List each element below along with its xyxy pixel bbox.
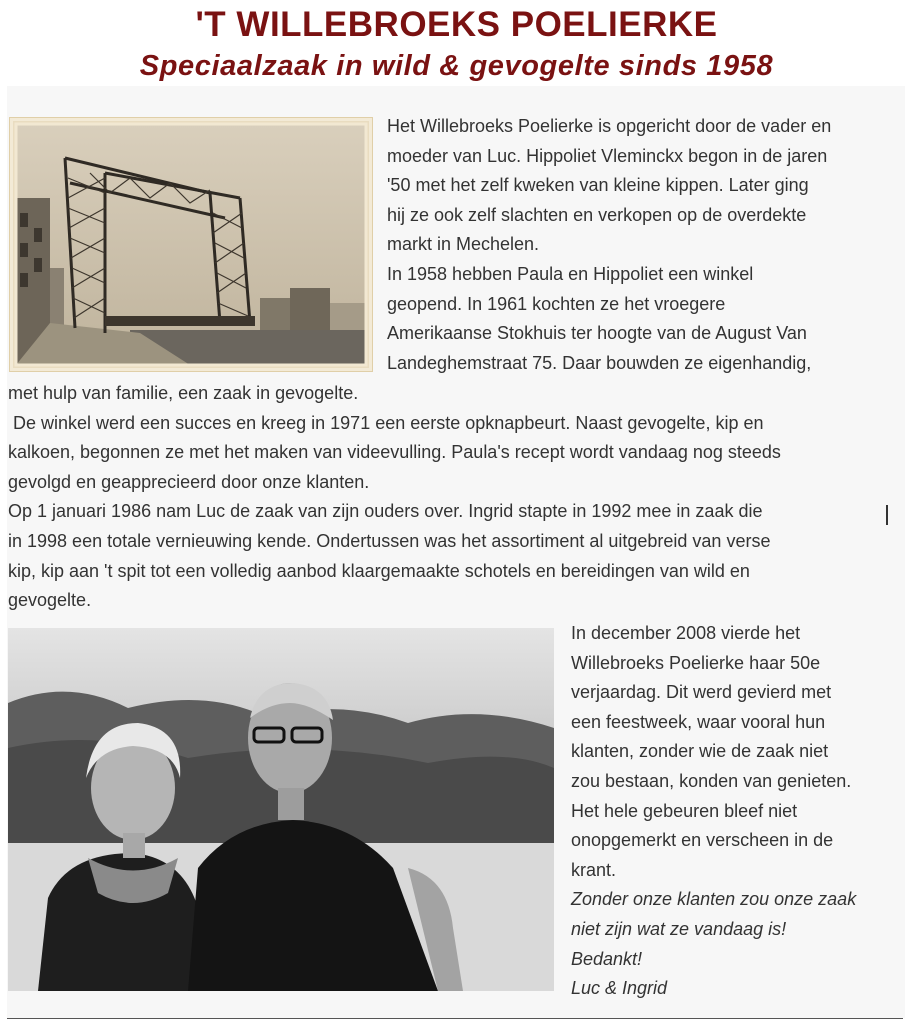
text-line: onopgemerkt en verscheen in de (571, 830, 834, 851)
history-paragraph (8, 379, 781, 616)
text-cursor (886, 505, 888, 525)
closing-line: Zonder onze klanten zou onze zaak (571, 889, 857, 910)
text-line: Amerikaanse Stokhuis ter hoogte van de August Van (387, 323, 807, 344)
page-title: 'T WILLEBROEKS POELIERKE (195, 5, 718, 44)
text-line: In december 2008 vierde het (571, 623, 801, 643)
text-line: zou bestaan, konden van genieten. (571, 770, 852, 791)
text-line: Het Willebroeks Poelierke is opgericht door de vader en (387, 116, 832, 136)
footer-divider (7, 1018, 903, 1019)
text-line: krant. (571, 859, 617, 880)
text-line: Landeghemstraat 75. Daar bouwden ze eigenhandig, (387, 352, 812, 373)
text-line: gevolgd en geapprecieerd door onze klanten. (8, 471, 370, 492)
closing-line: Bedankt! (571, 948, 643, 969)
text-line: kip, kip aan 't spit tot een volledig aanbod klaargemaakte schotels en bereidingen van wild en (8, 560, 750, 581)
bridge-historic-photo (9, 117, 373, 372)
text-line: Willebroeks Poelierke haar 50e (571, 652, 821, 673)
text-line: Op 1 januari 1986 nam Luc de zaak van zijn ouders over. Ingrid stapte in 1992 mee in zaak die (8, 501, 763, 522)
text-line: in 1998 een totale vernieuwing kende. Ondertussen was het assortiment al uitgebreid van verse (8, 530, 771, 551)
owners-photo (8, 628, 554, 991)
text-line: een feestweek, waar vooral hun (571, 711, 826, 732)
text-line: gevogelte. (8, 590, 92, 611)
text-line: klanten, zonder wie de zaak niet (571, 741, 829, 762)
text-line: '50 met het zelf kweken van kleine kippen. Later ging (387, 175, 809, 196)
text-line: met hulp van familie, een zaak in gevogelte. (8, 383, 359, 403)
text-line: Het hele gebeuren bleef niet (571, 800, 798, 821)
page-subtitle: Speciaalzaak in wild & gevogelte sinds 1958 (139, 50, 774, 82)
text-line: hij ze ook zelf slachten en verkopen op de overdekte (387, 204, 807, 225)
intro-paragraph (387, 112, 831, 378)
signature-line: Luc & Ingrid (571, 978, 668, 999)
text-line: In 1958 hebben Paula en Hippoliet een winkel (387, 263, 754, 284)
closing-line: niet zijn wat ze vandaag is! (571, 918, 787, 939)
text-line: geopend. In 1961 kochten ze het vroegere (387, 293, 726, 314)
anniversary-paragraph (571, 619, 856, 1004)
text-line: kalkoen, begonnen ze met het maken van videevulling. Paula's recept wordt vandaag nog steeds (8, 442, 781, 463)
text-line: De winkel werd een succes en kreeg in 1971 een eerste opknapbeurt. Naast gevogelte, kip en (8, 412, 764, 433)
text-line: markt in Mechelen. (387, 234, 540, 255)
text-line: moeder van Luc. Hippoliet Vleminckx begon in de jaren (387, 145, 828, 166)
text-line: verjaardag. Dit werd gevierd met (571, 682, 832, 703)
